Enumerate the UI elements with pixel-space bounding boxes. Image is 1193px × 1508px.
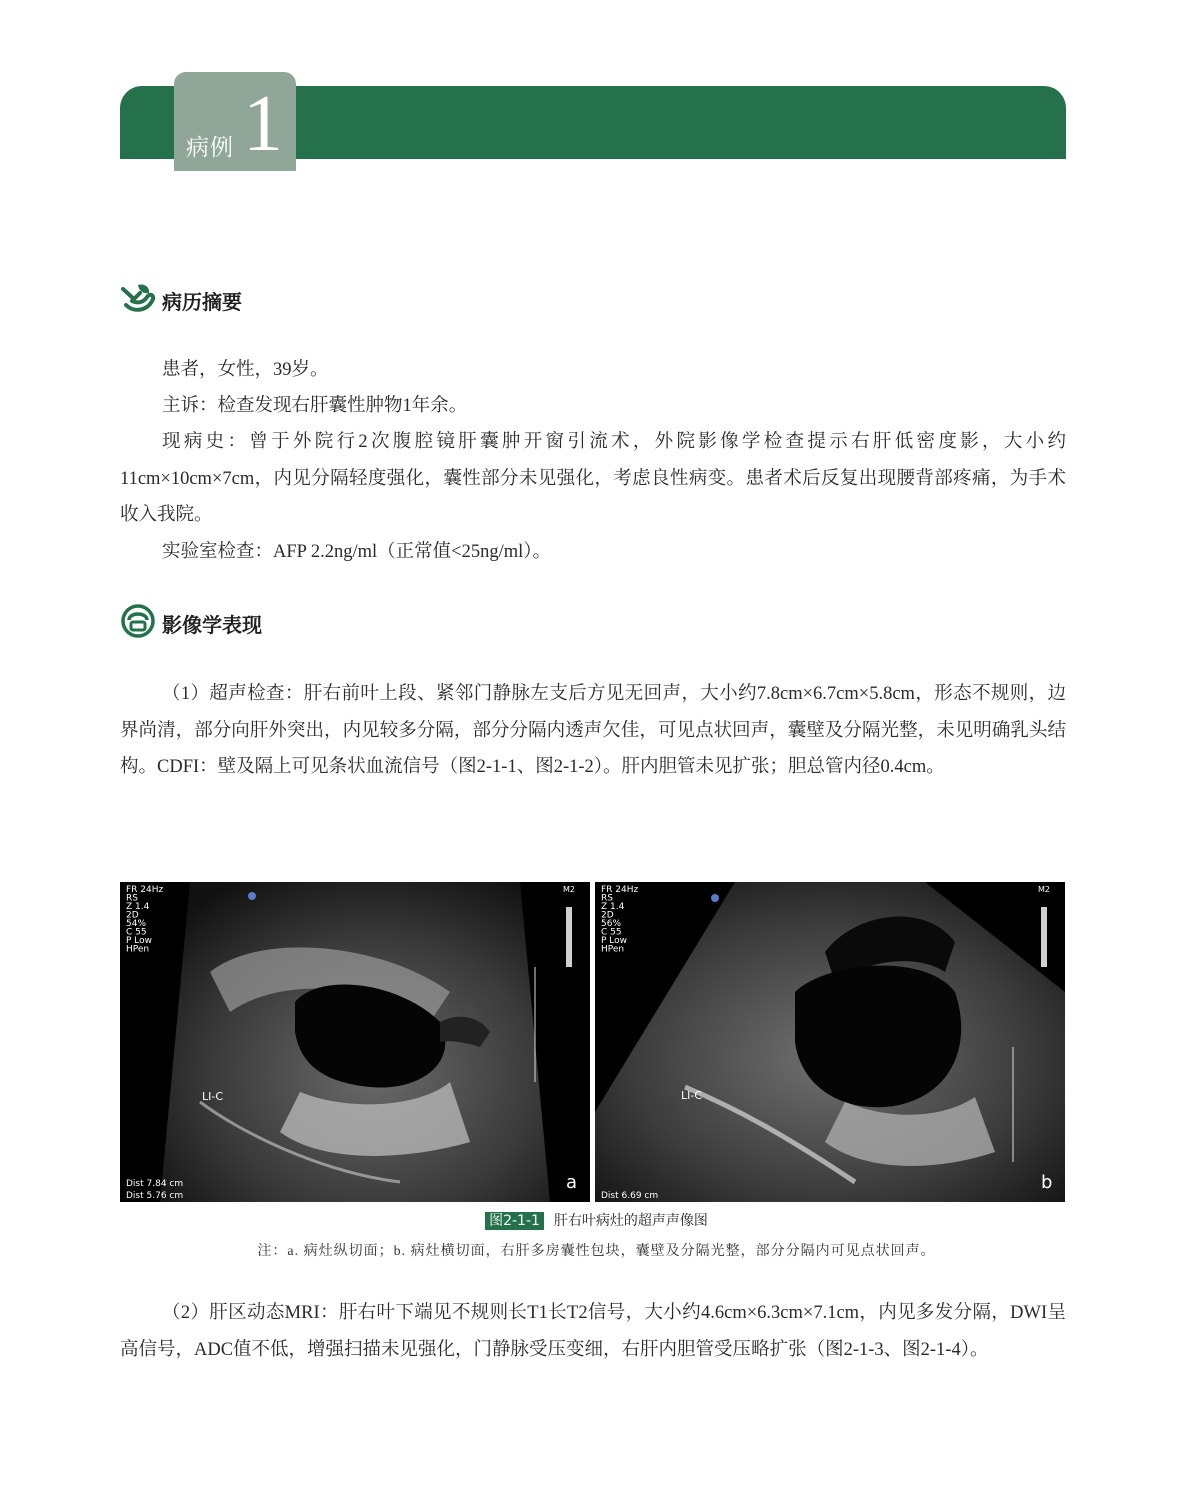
- corner-label-a: M2: [563, 885, 575, 894]
- imaging-paragraph-2: （2）肝区动态MRI：肝右叶下端见不规则长T1长T2信号，大小约4.6cm×6.3cm×7.1cm，内见多发分隔，DWI呈高信号，ADC值不低，增强扫描未见强化，门静脉受压变细，右肝内胆管受压略扩张（图2-1-3、图2-1-4）。: [120, 1303, 1066, 1360]
- scan-param-b: C 55: [601, 927, 622, 938]
- history-title: 病历摘要: [162, 290, 242, 314]
- scan-param-b: RS: [601, 893, 613, 904]
- figure-caption-text: 肝右叶病灶的超声声像图: [553, 1213, 708, 1229]
- scan-param-a: 2D: [126, 910, 139, 921]
- scan-param-b: P Low: [601, 936, 628, 946]
- organ-label-b: LI-C: [681, 1089, 703, 1102]
- ultrasound-image-b: [595, 882, 1065, 1202]
- history-heading: [120, 279, 242, 322]
- scan-param-a: 54%: [126, 919, 147, 929]
- scan-params-b: [601, 885, 639, 955]
- figure-number: 图2-1-1: [485, 1212, 544, 1230]
- scan-param-b: 56%: [601, 919, 622, 929]
- measure-a-2: Dist 5.76 cm: [126, 1191, 184, 1201]
- panel-letter-a: a: [566, 1172, 578, 1193]
- figure-caption: [0, 1210, 1193, 1230]
- scanner-icon: [120, 602, 158, 645]
- panel-letter-b: b: [1041, 1172, 1053, 1193]
- measure-b-1: Dist 6.69 cm: [601, 1191, 659, 1201]
- measure-a-1: Dist 7.84 cm: [126, 1179, 184, 1189]
- imaging-title: 影像学表现: [162, 613, 262, 637]
- case-number: 1: [243, 80, 283, 168]
- scan-param-a: C 55: [126, 927, 147, 938]
- imaging-paragraph-1: （1）超声检查：肝右前叶上段、紧邻门静脉左支后方见无回声，大小约7.8cm×6.7cm×5.8cm，形态不规则，边界尚清，部分向肝外突出，内见较多分隔，部分分隔内透声欠佳，可见点状回声，囊壁及分隔光整，未见明确乳头结构。CDFI：壁及隔上可见条状血流信号（图2-1-1、图2-1-2）。肝内胆管未见扩张；胆总管内径0.4cm。: [120, 684, 1066, 777]
- history-paragraph-3: 现病史：曾于外院行2次腹腔镜肝囊肿开窗引流术，外院影像学检查提示右肝低密度影，大小约11cm×10cm×7cm，内见分隔轻度强化，囊性部分未见强化，考虑良性病变。患者术后反复出现腰背部疼痛，为手术收入我院。: [120, 432, 1066, 525]
- scan-params-a: [126, 885, 164, 955]
- scan-param-b: Z 1.4: [601, 902, 625, 912]
- leaf-hand-icon: [120, 279, 158, 322]
- scan-param-b: 2D: [601, 910, 614, 921]
- organ-label-a: LI-C: [202, 1090, 224, 1103]
- case-label: 病例: [186, 135, 234, 161]
- scan-param-b: FR 24Hz: [601, 885, 639, 895]
- history-paragraph-4: 实验室检查：AFP 2.2ng/ml（正常值<25ng/ml）。: [162, 542, 552, 562]
- history-paragraph-1: 患者，女性，39岁。: [162, 360, 329, 380]
- scan-param-a: P Low: [126, 936, 153, 946]
- figure-note: 注：a. 病灶纵切面；b. 病灶横切面，右肝多房囊性包块，囊壁及分隔光整，部分分隔内可见点状回声。: [257, 1244, 936, 1259]
- scan-param-a: Z 1.4: [126, 902, 150, 912]
- scan-param-a: HPen: [126, 944, 150, 955]
- imaging-heading: [120, 602, 262, 645]
- ultrasound-image-a: [120, 882, 590, 1202]
- scan-param-a: RS: [126, 893, 138, 904]
- scan-param-b: HPen: [601, 944, 625, 955]
- history-paragraph-2: 主诉：检查发现右肝囊性肿物1年余。: [162, 396, 468, 416]
- scan-param-a: FR 24Hz: [126, 885, 164, 895]
- corner-label-b: M2: [1038, 885, 1050, 894]
